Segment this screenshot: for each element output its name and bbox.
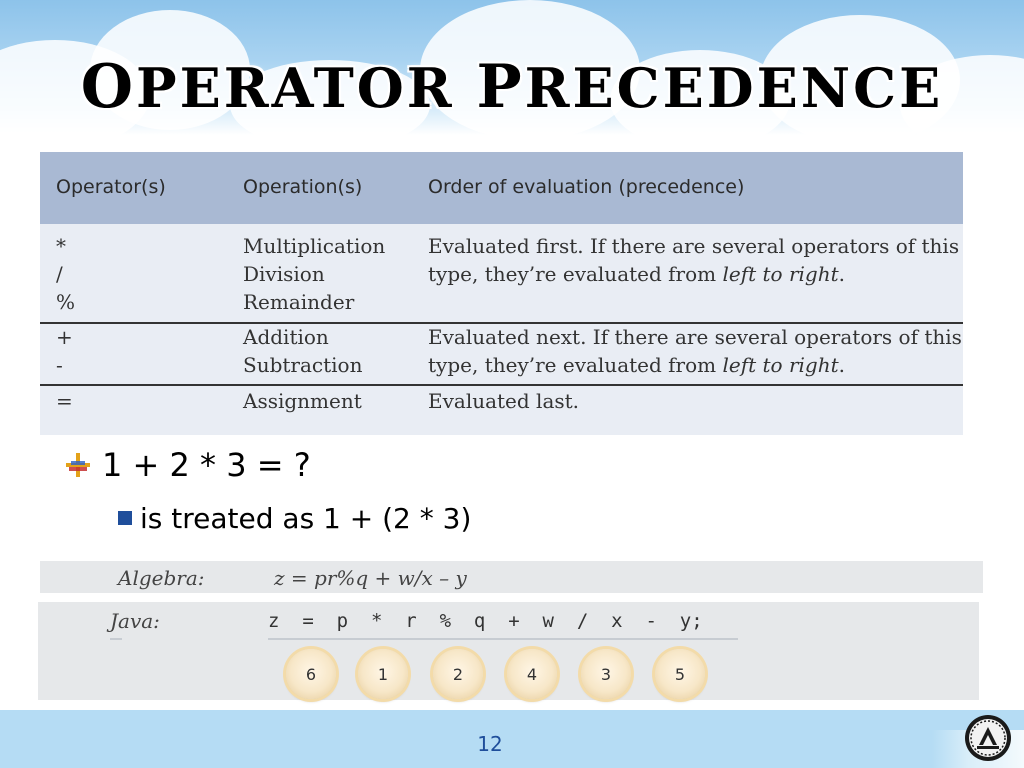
order-cell: Evaluated first. If there are several operators of this: [428, 234, 960, 258]
operation-cell: Addition: [243, 325, 329, 349]
title-rest: RECEDENCE: [524, 56, 944, 120]
bullet-main-text: 1 + 2 * 3 = ?: [102, 446, 311, 484]
order-circle: 2: [433, 649, 483, 699]
order-cell: Evaluated next. If there are several operators of this: [428, 325, 962, 349]
header-order: Order of evaluation (precedence): [428, 176, 745, 198]
order-circle: 5: [655, 649, 705, 699]
order-emphasis: left to right: [722, 262, 839, 286]
order-circle: 6: [286, 649, 336, 699]
strip-divider: [268, 638, 738, 640]
order-cell: [428, 351, 845, 379]
operator-cell: +: [56, 325, 73, 349]
order-end: .: [838, 262, 845, 286]
table-header: [40, 152, 963, 224]
order-cell: [428, 260, 845, 288]
bullet-main: [66, 446, 311, 484]
order-emphasis: left to right: [722, 353, 839, 377]
order-circle: 4: [507, 649, 557, 699]
order-cell: Evaluated last.: [428, 389, 580, 413]
order-end: .: [838, 353, 845, 377]
square-bullet-icon: [118, 511, 132, 525]
java-label: Java:: [110, 609, 160, 633]
operation-cell: Assignment: [243, 389, 362, 413]
slide-title: [0, 52, 1024, 122]
page-number: 12: [477, 732, 503, 756]
operator-cell: -: [56, 353, 63, 377]
operator-cell: /: [56, 262, 63, 286]
operator-cell: *: [56, 234, 66, 258]
operation-cell: Multiplication: [243, 234, 386, 258]
order-text: type, they’re evaluated from: [428, 262, 723, 286]
order-circle: 1: [358, 649, 408, 699]
title-initial: P: [476, 52, 525, 122]
bullet-cross-icon: [66, 448, 90, 474]
row-divider: [40, 384, 963, 386]
java-strip: [38, 602, 979, 700]
title-rest: PERATOR: [135, 56, 455, 120]
operation-cell: Remainder: [243, 290, 355, 314]
footer-bar: [0, 710, 1024, 768]
operation-cell: Division: [243, 262, 325, 286]
java-code: z = p * r % q + w / x - y;: [268, 610, 703, 632]
title-initial: O: [80, 52, 136, 122]
bullet-sub: [118, 502, 471, 535]
algebra-strip: [40, 561, 983, 593]
operator-cell: %: [56, 290, 76, 314]
algebra-label: Algebra:: [118, 566, 205, 590]
precedence-table: [40, 152, 963, 435]
operator-cell: =: [56, 389, 73, 413]
university-logo-icon: [963, 713, 1013, 763]
order-text: type, they’re evaluated from: [428, 353, 723, 377]
order-circle: 3: [581, 649, 631, 699]
operation-cell: Subtraction: [243, 353, 363, 377]
bullet-sub-text: is treated as 1 + (2 * 3): [140, 502, 472, 535]
strip-divider: [110, 638, 122, 640]
header-operations: Operation(s): [243, 176, 363, 198]
header-operators: Operator(s): [56, 176, 166, 198]
algebra-expression: z = pr%q + w/x – y: [274, 566, 467, 590]
